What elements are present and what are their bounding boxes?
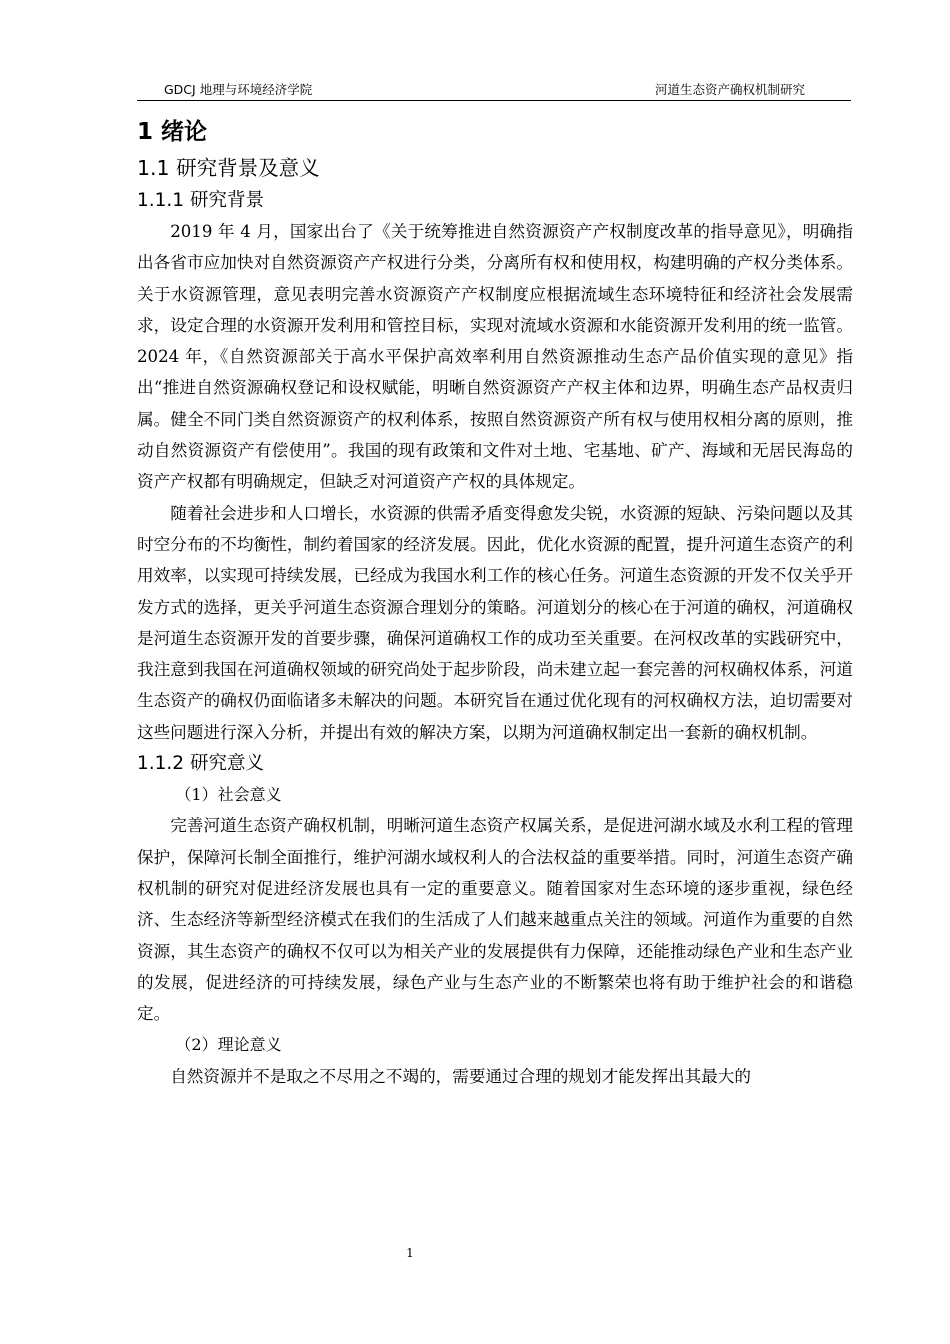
- subsection-title-background: 1.1.1 研究背景: [137, 190, 264, 211]
- page-content: [137, 113, 853, 1092]
- subsection-title-significance: 1.1.2 研究意义: [137, 753, 264, 775]
- paragraph-social-significance: 完善河道生态资产确权机制，明晰河道生态资产权属关系，是促进河湖水域及水利工程的管理保护，保障河长制全面推行，维护河湖水域权利人的合法权益的重要举措。同时，河道生态资产确权机制的研究对促进经济发展也具有一定的重要意义。随着国家对生态环境的逐步重视，绿色经济、生态经济等新型经济模式在我们的生活成了人们越来越重点关注的领域。河道作为重要的自然资源，其生态资产的确权不仅可以为相关产业的发展提供有力保障，还能推动绿色产业和生态产业的发展，促进经济的可持续发展，绿色产业与生态产业的不断繁荣也将有助于维护社会的和谐稳定。: [137, 816, 853, 1024]
- paragraph-background-2: 随着社会进步和人口增长，水资源的供需矛盾变得愈发尖锐，水资源的短缺、污染问题以及其时空分布的不均衡性，制约着国家的经济发展。因此，优化水资源的配置，提升河道生态资产的利用效率，以实现可持续发展，已经成为我国水利工作的核心任务。河道生态资源的开发不仅关乎开发方式的选择，更关乎河道生态资源合理划分的策略。河道划分的核心在于河道的确权，河道确权是河道生态资源开发的首要步骤，确保河道确权工作的成功至关重要。在河权改革的实践研究中，我注意到我国在河道确权领域的研究尚处于起步阶段，尚未建立起一套完善的河权确权体系，河道生态资产的确权仍面临诸多未解决的问题。本研究旨在通过优化现有的河权确权方法，迫切需要对这些问题进行深入分析，并提出有效的解决方案，以期为河道确权制定出一套新的确权机制。: [137, 503, 853, 742]
- paragraph-background-1: 2019 年 4 月，国家出台了《关于统筹推进自然资源资产产权制度改革的指导意见》，明确指出各省市应加快对自然资源资产产权进行分类，分离所有权和使用权，构建明确的产权分类体系。关于水资源管理，意见表明完善水资源资产产权制度应根据流域生态环境特征和经济社会发展需求，设定合理的水资源开发利用和管控目标，实现对流域水资源和水能资源开发利用的统一监管。2024 年，《自然资源部关于高水平保护高效率利用自然资源推动生态产品价值实现的意见》指出“推进自然资源确权登记和设权赋能，明晰自然资源资产产权主体和边界，明确生态产品权责归属。健全不同门类自然资源资产的权利体系，按照自然资源资产所有权与使用权相分离的原则，推动自然资源资产有偿使用”。我国的现有政策和文件对土地、宅基地、矿产、海域和无居民海岛的资产产权都有明确规定，但缺乏对河道资产产权的具体规定。: [137, 222, 853, 492]
- page-header: [137, 78, 851, 101]
- header-right-text: 河道生态资产确权机制研究: [654, 82, 805, 97]
- page-number: 1: [406, 1246, 414, 1260]
- paragraph-theory-significance: 自然资源并不是取之不尽用之不竭的，需要通过合理的规划才能发挥出其最大的: [170, 1066, 751, 1086]
- item-title-theory: （2）理论意义: [175, 1035, 282, 1055]
- section-title: 1.1 研究背景及意义: [137, 156, 320, 180]
- header-left-text: GDCJ 地理与环境经济学院: [164, 82, 313, 97]
- item-title-social: （1）社会意义: [175, 785, 282, 805]
- chapter-title: 1 绪论: [137, 119, 208, 145]
